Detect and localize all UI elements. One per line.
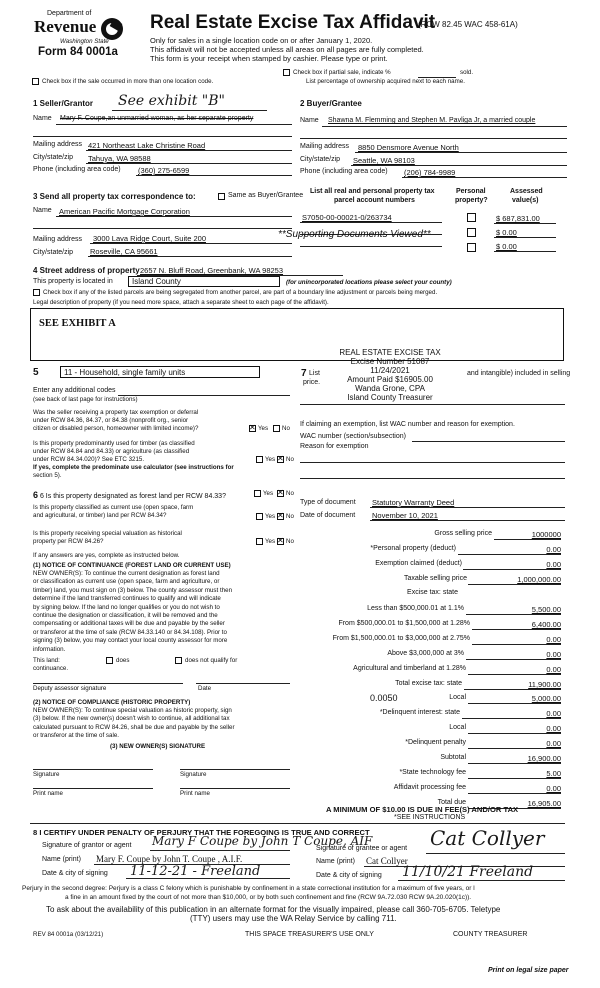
tax-value[interactable]: 1000000 [531,530,561,539]
tax-label: Less than $500,000.01 at 1.1% [367,605,464,612]
continuance-label: continuance. [33,665,69,672]
partial-sale-label: Check box if partial sale, indicate % [293,69,391,76]
doc-type-label: Type of document [300,499,356,506]
same-as-buyer-label: Same as Buyer/Grantee [228,192,304,199]
doc-date-label: Date of document [300,512,356,519]
doc-date[interactable]: November 10, 2021 [372,511,438,520]
tax-label: Gross selling price [434,530,492,537]
notice-3-title: (3) NEW OWNER(S) SIGNATURE [110,743,206,750]
does-qualify-label: does [116,657,130,664]
stamp-line-4: Amount Paid $16905.00 [347,375,433,384]
revenue-logo-icon [101,18,123,40]
exemption-yes-label: Yes [258,425,269,432]
if-any-yes: If any answers are yes, complete as instructed below. [33,552,180,559]
supporting-docs-note: **Supporting Documents Viewed** [278,229,431,240]
exemption-no-label: No [282,425,290,432]
personal-header-2: property? [455,197,488,204]
historic-yes-label: Yes [265,538,276,545]
tax-value[interactable]: 0.00 [546,739,561,748]
current-use-q-1: Is this property classified as current use (open space, farm [33,504,194,511]
seller-name[interactable]: Mary F. Coupe,an unmarried woman, as her separate property [60,115,254,122]
property-address-label: 4 Street address of property [33,266,140,275]
exemption-q-1: Was the seller receiving a property tax exemption or deferral [33,409,199,416]
forest-question: 6 Is this property designated as forest land per RCW 84.33? [39,493,226,500]
additional-codes-note: (see back of last page for instructions) [33,396,138,403]
grantee-date-city[interactable]: 11/10/21 Freeland [402,864,534,880]
corr-mail[interactable]: 3000 Lava Ridge Court, Suite 200 [93,234,206,243]
exemption-yes-checkbox[interactable] [249,425,256,432]
certify-statement: 8 I CERTIFY UNDER PENALTY OF PERJURY THAT THE FOREGOING IS TRUE AND CORRECT [33,828,370,837]
stamp-line-2: Excise Number 51087 [350,357,430,366]
page-title: Real Estate Excise Tax Affidavit [150,12,436,33]
tax-label: From $500,000.01 to $1,500,000 at 1.28% [338,620,470,627]
personal-property-checkbox-1[interactable] [467,213,476,222]
seller-city[interactable]: Tahuya, WA 98588 [88,154,151,163]
revenue-logo-text: Revenue [34,17,97,36]
tax-value[interactable]: 5,000.00 [531,694,561,703]
tax-label: Local [449,724,466,731]
timber-instructions-2: section 5). [33,472,62,479]
seller-mail[interactable]: 421 Northeast Lake Christine Road [88,141,206,150]
deputy-signature-label: Deputy assessor signature [33,685,107,692]
grantor-date-city[interactable]: 11-12-21 - Freeland [130,864,261,879]
buyer-city[interactable]: Seattle, WA 98103 [353,156,415,165]
timber-instructions-1: If yes, complete the predominate use calculator (see instructions for [33,464,234,471]
owner-print-label-1: Print name [33,790,63,797]
owner-signature-label-2: Signature [180,771,207,778]
legal-description-text: SEE EXHIBIT A [39,318,116,329]
segregated-label: Check box if any of the listed parcels are being segregated from another parcel, are part of a boundary line adjustment or parcels being merged. [43,289,438,296]
notice-2-body: NEW OWNER(S): To continue special valuation as historic property, sign (3) below. If the new owner(s) doesn't wish to continue, all additional tax calculated pursuant to RCW 84.26, shall be due and payable by the seller or transferor at the time of sale. [33,707,235,740]
corr-name-label: Name [33,207,52,214]
perjury-line-2: a fine in an amount fixed by the court of not more than $10,000, or by both such confinement and fine (RCW 9A.72.030 RCW 9A.20.020(1c)). [65,894,472,901]
parcel-header-1: List all real and personal property tax [310,188,435,195]
does-qualify-checkbox[interactable] [106,657,113,664]
exemption-q-2: under RCW 84.36, 84.37, or 84.38 (nonprofit org., senior [33,417,189,424]
parcel-number[interactable]: S7050-00-00021-0/263734 [302,213,392,222]
same-as-buyer-checkbox[interactable] [218,193,225,200]
grantee-name[interactable]: Cat Collyer [366,856,408,866]
seller-name-label: Name [33,115,52,122]
owner-signature-label-1: Signature [33,771,60,778]
partial-sale-note: List percentage of ownership acquired next to each name. [306,78,465,85]
buyer-phone-label: Phone (including area code) [300,168,388,175]
tax-value[interactable]: 0.00 [546,724,561,733]
buyer-phone[interactable]: (206) 784-9989 [404,168,456,177]
corr-mail-label: Mailing address [33,236,83,243]
does-not-qualify-checkbox[interactable] [175,657,182,664]
personal-header-1: Personal [456,188,486,195]
buyer-city-label: City/state/zip [300,156,341,163]
tax-value[interactable]: 5.00 [546,769,561,778]
current-use-yes-checkbox[interactable] [256,513,263,520]
exemption-claim-label: If claiming an exemption, list WAC number and reason for exemption. [300,421,515,428]
local-rate: 0.0050 [370,693,398,703]
section-7-tail: and intangible) included in selling [467,370,571,377]
stamp-line-6: Island County Treasurer [347,393,433,402]
timber-no-checkbox[interactable] [277,456,284,463]
county-value: Island County [132,277,181,286]
current-use-yes-label: Yes [265,513,276,520]
doc-type[interactable]: Statutory Warranty Deed [372,498,455,507]
parcel-header-2: parcel account numbers [334,197,415,204]
buyer-name[interactable]: Shawna M. Flemming and Stephen M. Pavliga Jr, a married couple [328,117,536,124]
stamp-line-1: REAL ESTATE EXCISE TAX [339,348,441,357]
tax-label: *Delinquent penalty [405,739,466,746]
subtitle-1: Only for sales in a single location code on or after January 1, 2020. [150,36,373,45]
segregated-checkbox[interactable] [33,289,40,296]
historic-q-2: property per RCW 84.26? [33,538,104,545]
tax-value[interactable]: 6,400.00 [531,620,561,629]
alt-format-line-2: (TTY) users may use the WA Relay Service by calling 711. [190,914,397,923]
wac-label: WAC number (section/subsection) [300,433,406,440]
perjury-line-1: Perjury in the second degree: Perjury is a class C felony which is punishable by confinement in a state correctional institution for a maximum of five years, or l [22,885,475,892]
seller-handwritten: See exhibit "B" [118,93,225,109]
tax-label: *Personal property (deduct) [370,545,456,552]
tax-value[interactable]: 5,500.00 [531,605,561,614]
tax-label: Taxable selling price [403,575,467,582]
land-use-select[interactable] [60,366,260,378]
personal-property-checkbox-2[interactable] [467,228,476,237]
tax-label: Agricultural and timberland at 1.28% [353,665,466,672]
tax-value[interactable]: 0.00 [546,560,561,569]
tax-label: Local [449,694,466,701]
treasurer-use-label: THIS SPACE TREASURER'S USE ONLY [245,931,374,938]
buyer-name-label: Name [300,117,319,124]
grantor-name[interactable]: Mary F. Coupe by John T. Coupe , A.I.F. [96,854,243,864]
state-label: Washington State [60,38,109,45]
tax-value[interactable]: 0.00 [546,665,561,674]
timber-no-label: No [286,456,294,463]
this-land-label: This land: [33,657,60,664]
assessed-value-1[interactable]: $ 687,831.00 [496,214,540,223]
subtitle-2: This affidavit will not be accepted unless all areas on all pages are fully completed. [150,45,424,54]
tax-label: *State technology fee [399,769,466,776]
additional-codes-label: Enter any additional codes [33,387,116,394]
does-not-qualify-label: does not qualify for [185,657,238,664]
current-use-q-2: and agricultural, or timber) land per RCW 84.34? [33,512,167,519]
tax-value[interactable]: 0.00 [546,635,561,644]
tax-value[interactable]: 0.00 [546,650,561,659]
tax-label: Total due [437,799,466,806]
stamp-line-3: 11/24/2021 [370,366,410,375]
buyer-section-label: 2 Buyer/Grantee [300,99,362,108]
tax-value[interactable]: 1,000,000.00 [517,575,561,584]
located-in-label: This property is located in [33,278,113,285]
current-use-no-label: No [286,513,294,520]
tax-correspondence-label: 3 Send all property tax correspondence to: [33,192,196,201]
county-treasurer-label: COUNTY TREASURER [453,931,528,938]
tax-label: Affidavit processing fee [393,784,466,791]
exemption-no-checkbox[interactable] [273,425,280,432]
historic-q-1: Is this property receiving special valuation as historical [33,530,182,537]
revision-number: REV 84 0001a (03/12/21) [33,931,104,938]
historic-yes-checkbox[interactable] [256,538,263,545]
timber-q-2: under RCW 84.84 and 84.33) or agriculture (as classified [33,448,190,455]
personal-property-checkbox-3[interactable] [467,243,476,252]
deputy-date-label: Date [198,685,212,692]
historic-no-label: No [286,538,294,545]
grantee-signature-label: Signature of grantee or agent [316,845,408,852]
timber-q-1: Is this property predominantly used for timber (as classified [33,440,195,447]
grantor-name-label: Name (print) [42,856,81,863]
buyer-mail[interactable]: 8850 Densmore Avenue North [358,143,459,152]
treasurer-stamp [320,348,460,402]
forest-no-checkbox[interactable] [277,490,284,497]
land-use-value: 11 - Household, single family units [64,368,186,377]
minimum-due: A MINIMUM OF $10.00 IS DUE IN FEE(S) AND/OR TAX [326,805,519,814]
county-select[interactable] [128,276,280,287]
current-use-no-checkbox[interactable] [277,513,284,520]
see-instructions: *SEE INSTRUCTIONS [394,814,466,821]
section-7-list: List [309,370,320,377]
tax-value[interactable]: 0.00 [546,709,561,718]
notice-1-title: (1) NOTICE OF CONTINUANCE (FOREST LAND OR CURRENT USE) [33,562,231,569]
notice-1-body: NEW OWNER(S): To continue the current designation as forest land or classification as current use (open space, farm and agriculture, or timber) land, you must sign on (3) below. The county assessor must then determine if the land transferred continues to qualify and will indicate by signing below. If the land no longer qualifies or you do not wish to continue the designation or classification, it will be removed and the compensating or additional taxes will be due and payable by the seller or transferor at the time of sale (RCW 84.33.140 or 84.34.108). Prior to signing (3) below, you may contact your local county assessor for more information. [33,570,233,653]
exemption-q-3: citizen or disabled person, homeowner with limited income)? [33,425,199,432]
grantee-date-label: Date & city of signing [316,872,382,879]
section-7-number: 7 [301,368,307,379]
property-address[interactable]: 2657 N. Bluff Road, Greenbank, WA 98253 [140,266,284,275]
tax-label: Excise tax: state [407,589,458,596]
forest-yes-label: Yes [263,490,274,497]
historic-no-checkbox[interactable] [277,538,284,545]
timber-yes-label: Yes [265,456,276,463]
reason-label: Reason for exemption [300,443,369,450]
tax-value[interactable]: 16,905.00 [527,799,561,808]
title-citation: (RCW 82.45 WAC 458-61A) [418,20,518,29]
seller-phone[interactable]: (360) 275-6599 [138,166,190,175]
dept-label: Department of [47,10,92,17]
partial-sale-checkbox[interactable] [283,69,290,76]
timber-q-3: under RCW 84.34.020)? See ETC 3215. [33,456,145,463]
section-7-price: price. [303,379,321,386]
grantor-signature-label: Signature of grantor or agent [42,842,132,849]
seller-phone-label: Phone (including area code) [33,166,121,173]
multi-location-label: Check box if the sale occurred in more than one location code. [42,78,214,85]
corr-city[interactable]: Roseville, CA 95661 [90,247,158,256]
multi-location-checkbox[interactable] [32,78,39,85]
form-number: Form 84 0001a [38,46,118,58]
seller-mail-label: Mailing address [33,141,83,148]
assessed-header-2: value(s) [512,197,539,204]
tax-value[interactable]: 0.00 [546,545,561,554]
alt-format-line-1: To ask about the availability of this publication in an alternate format for the visually impaired, please call 360-705-6705. Teletype [46,905,501,914]
grantee-name-label: Name (print) [316,858,355,865]
buyer-mail-label: Mailing address [300,143,350,150]
tax-label: Exemption claimed (deduct) [375,560,462,567]
unincorporated-note: (for unincorporated locations please select your county) [286,279,452,286]
timber-yes-checkbox[interactable] [256,456,263,463]
grantor-signature[interactable]: Mary F Coupe by John T Coupe, AIF [152,834,373,848]
legal-description-box[interactable] [30,308,564,361]
subtitle-3: This form is your receipt when stamped by cashier. Please type or print. [150,54,388,63]
tax-value[interactable]: 11,900.00 [528,680,561,689]
forest-no-label: No [286,490,294,497]
partial-sale-sold: sold. [460,69,474,76]
assessed-value-2[interactable]: $ 0.00 [496,228,517,237]
section-5-number: 5 [33,367,39,378]
tax-label: *Delinquent interest: state [379,709,460,716]
corr-name[interactable]: American Pacific Mortgage Corporation [59,207,190,216]
assessed-header-1: Assessed [510,188,543,195]
tax-label: Subtotal [440,754,466,761]
owner-print-label-2: Print name [180,790,210,797]
tax-value[interactable]: 0.00 [546,784,561,793]
tax-label: Above $3,000,000 at 3% [387,650,464,657]
grantor-date-label: Date & city of signing [42,870,108,877]
tax-value[interactable]: 16,900.00 [527,754,561,763]
tax-label: From $1,500,000.01 to $3,000,000 at 2.75% [332,635,470,642]
stamp-line-5: Wanda Grone, CPA [355,384,425,393]
seller-section-label: 1 Seller/Grantor [33,99,94,108]
legal-description-label: Legal description of property (if you need more space, attach a separate sheet to each page of the affidavit). [33,299,329,306]
corr-city-label: City/state/zip [33,249,74,256]
seller-city-label: City/state/zip [33,154,74,161]
notice-2-title: (2) NOTICE OF COMPLIANCE (HISTORIC PROPERTY) [33,699,191,706]
legal-paper-note: Print on legal size paper [488,967,569,974]
forest-yes-checkbox[interactable] [254,490,261,497]
grantee-signature[interactable]: Cat Collyer [430,826,545,850]
tax-label: Total excise tax: state [395,680,462,687]
assessed-value-3[interactable]: $ 0.00 [496,242,517,251]
